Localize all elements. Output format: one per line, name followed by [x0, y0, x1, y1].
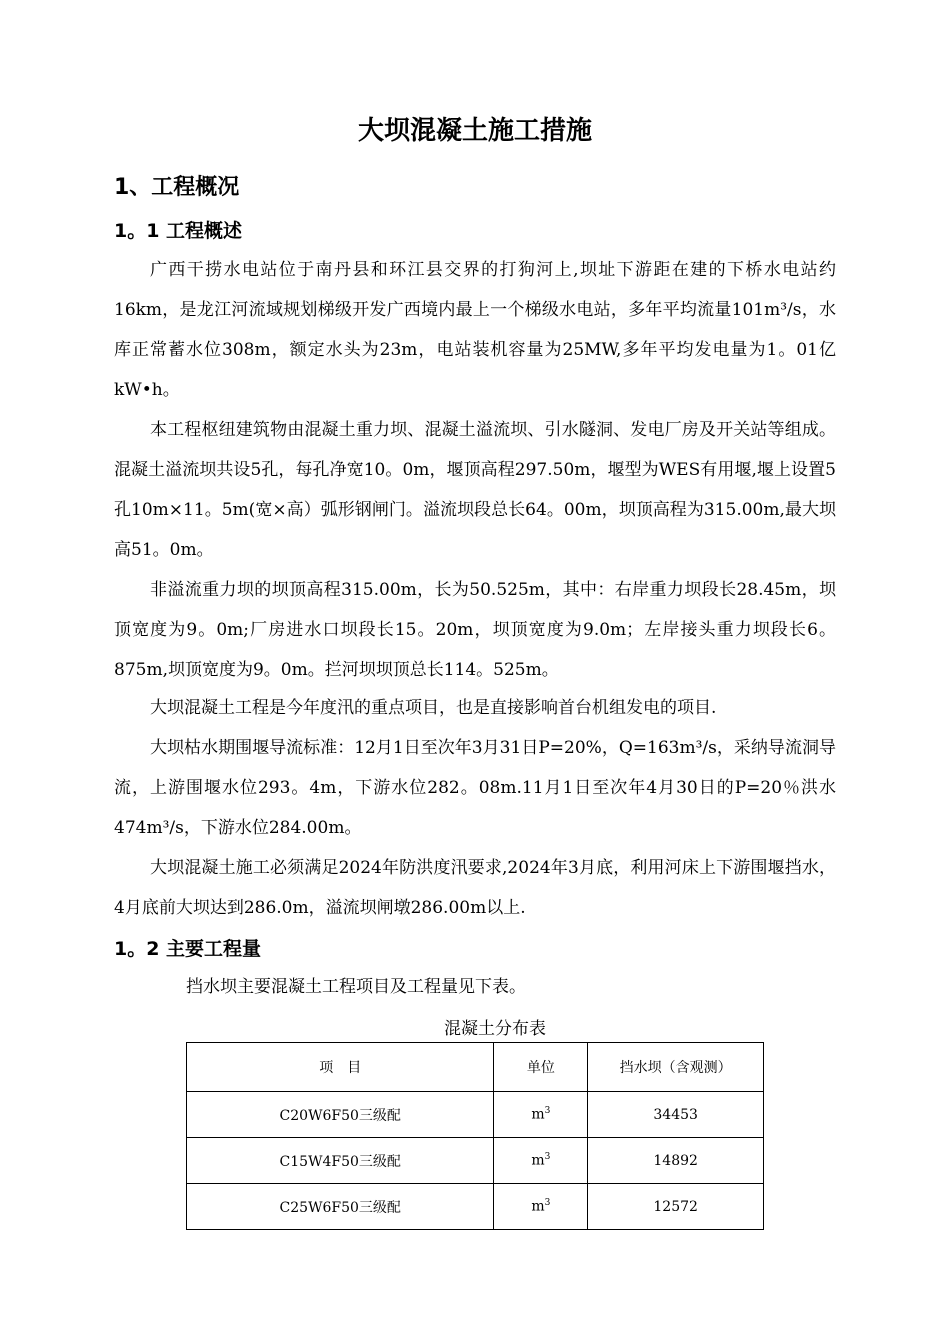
table-intro-text: 挡水坝主要混凝土工程项目及工程量见下表。: [186, 977, 526, 997]
table-row: [187, 1092, 764, 1138]
row-item: C15W4F50三级配: [187, 1138, 494, 1184]
paragraph-6: 大坝混凝土施工必须满足2024年防洪度汛要求,2024年3月底，利用河床上下游围堰挡水，4月底前大坝达到286.0m，溢流坝闸墩286.00m以上.: [114, 858, 836, 918]
row-quantity: 34453: [588, 1092, 764, 1138]
subsection-heading-quantities: 1。2 主要工程量: [114, 938, 262, 960]
row-unit: [494, 1184, 588, 1230]
concrete-distribution-table: [186, 1042, 764, 1230]
paragraph-3: 非溢流重力坝的坝顶高程315.00m，长为50.525m，其中：右岸重力坝段长28.45m，坝顶宽度为9。0m;厂房进水口坝段长15。20m，坝顶宽度为9.0m；左岸接头重力坝段长6。875m,坝顶宽度为9。0m。拦河坝坝顶总长114。525m。: [114, 580, 836, 680]
table-caption: 混凝土分布表: [444, 1019, 546, 1039]
subsection-heading-summary: 1。1 工程概述: [114, 220, 243, 242]
paragraph-4: 大坝混凝土工程是今年度汛的重点项目，也是直接影响首台机组发电的项目.: [150, 698, 717, 718]
unit-base: m: [531, 1152, 545, 1169]
row-unit: [494, 1092, 588, 1138]
unit-base: m: [531, 1198, 545, 1215]
row-quantity: 14892: [588, 1138, 764, 1184]
table-row: [187, 1138, 764, 1184]
table-row: [187, 1184, 764, 1230]
header-quantity: 挡水坝（含观测）: [588, 1043, 764, 1092]
paragraph-2: 本工程枢纽建筑物由混凝土重力坝、混凝土溢流坝、引水隧洞、发电厂房及开关站等组成。混凝土溢流坝共设5孔，每孔净宽10。0m，堰顶高程297.50m，堰型为WES有用堰,堰上设置5孔10m×11。5m(宽×高）弧形钢闸门。溢流坝段总长64。00m，坝顶高程为315.00m,最大坝高51。0m。: [114, 420, 836, 560]
unit-superscript: 3: [544, 1106, 551, 1117]
row-quantity: 12572: [588, 1184, 764, 1230]
paragraph-5: 大坝枯水期围堰导流标准：12月1日至次年3月31日P=20%，Q=163m³/s，采纳导流洞导流，上游围堰水位293。4m，下游水位282。08m.11月1日至次年4月30日的P=20％洪水474m³/s，下游水位284.00m。: [114, 738, 836, 838]
header-item: 项 目: [187, 1043, 494, 1092]
section-heading-overview: 1、工程概况: [114, 175, 240, 200]
table-header-row: [187, 1043, 764, 1092]
unit-base: m: [531, 1106, 545, 1123]
unit-superscript: 3: [544, 1198, 551, 1209]
row-unit: [494, 1138, 588, 1184]
header-unit: 单位: [494, 1043, 588, 1092]
row-item: C20W6F50三级配: [187, 1092, 494, 1138]
unit-superscript: 3: [544, 1152, 551, 1163]
paragraph-1: 广西干捞水电站位于南丹县和环江县交界的打狗河上,坝址下游距在建的下桥水电站约16km，是龙江河流域规划梯级开发广西境内最上一个梯级水电站，多年平均流量101m³/s，水库正常蓄水位308m，额定水头为23m，电站装机容量为25MW,多年平均发电量为1。01亿kW•h。: [114, 260, 836, 400]
document-title: 大坝混凝土施工措施: [357, 116, 592, 146]
row-item: C25W6F50三级配: [187, 1184, 494, 1230]
